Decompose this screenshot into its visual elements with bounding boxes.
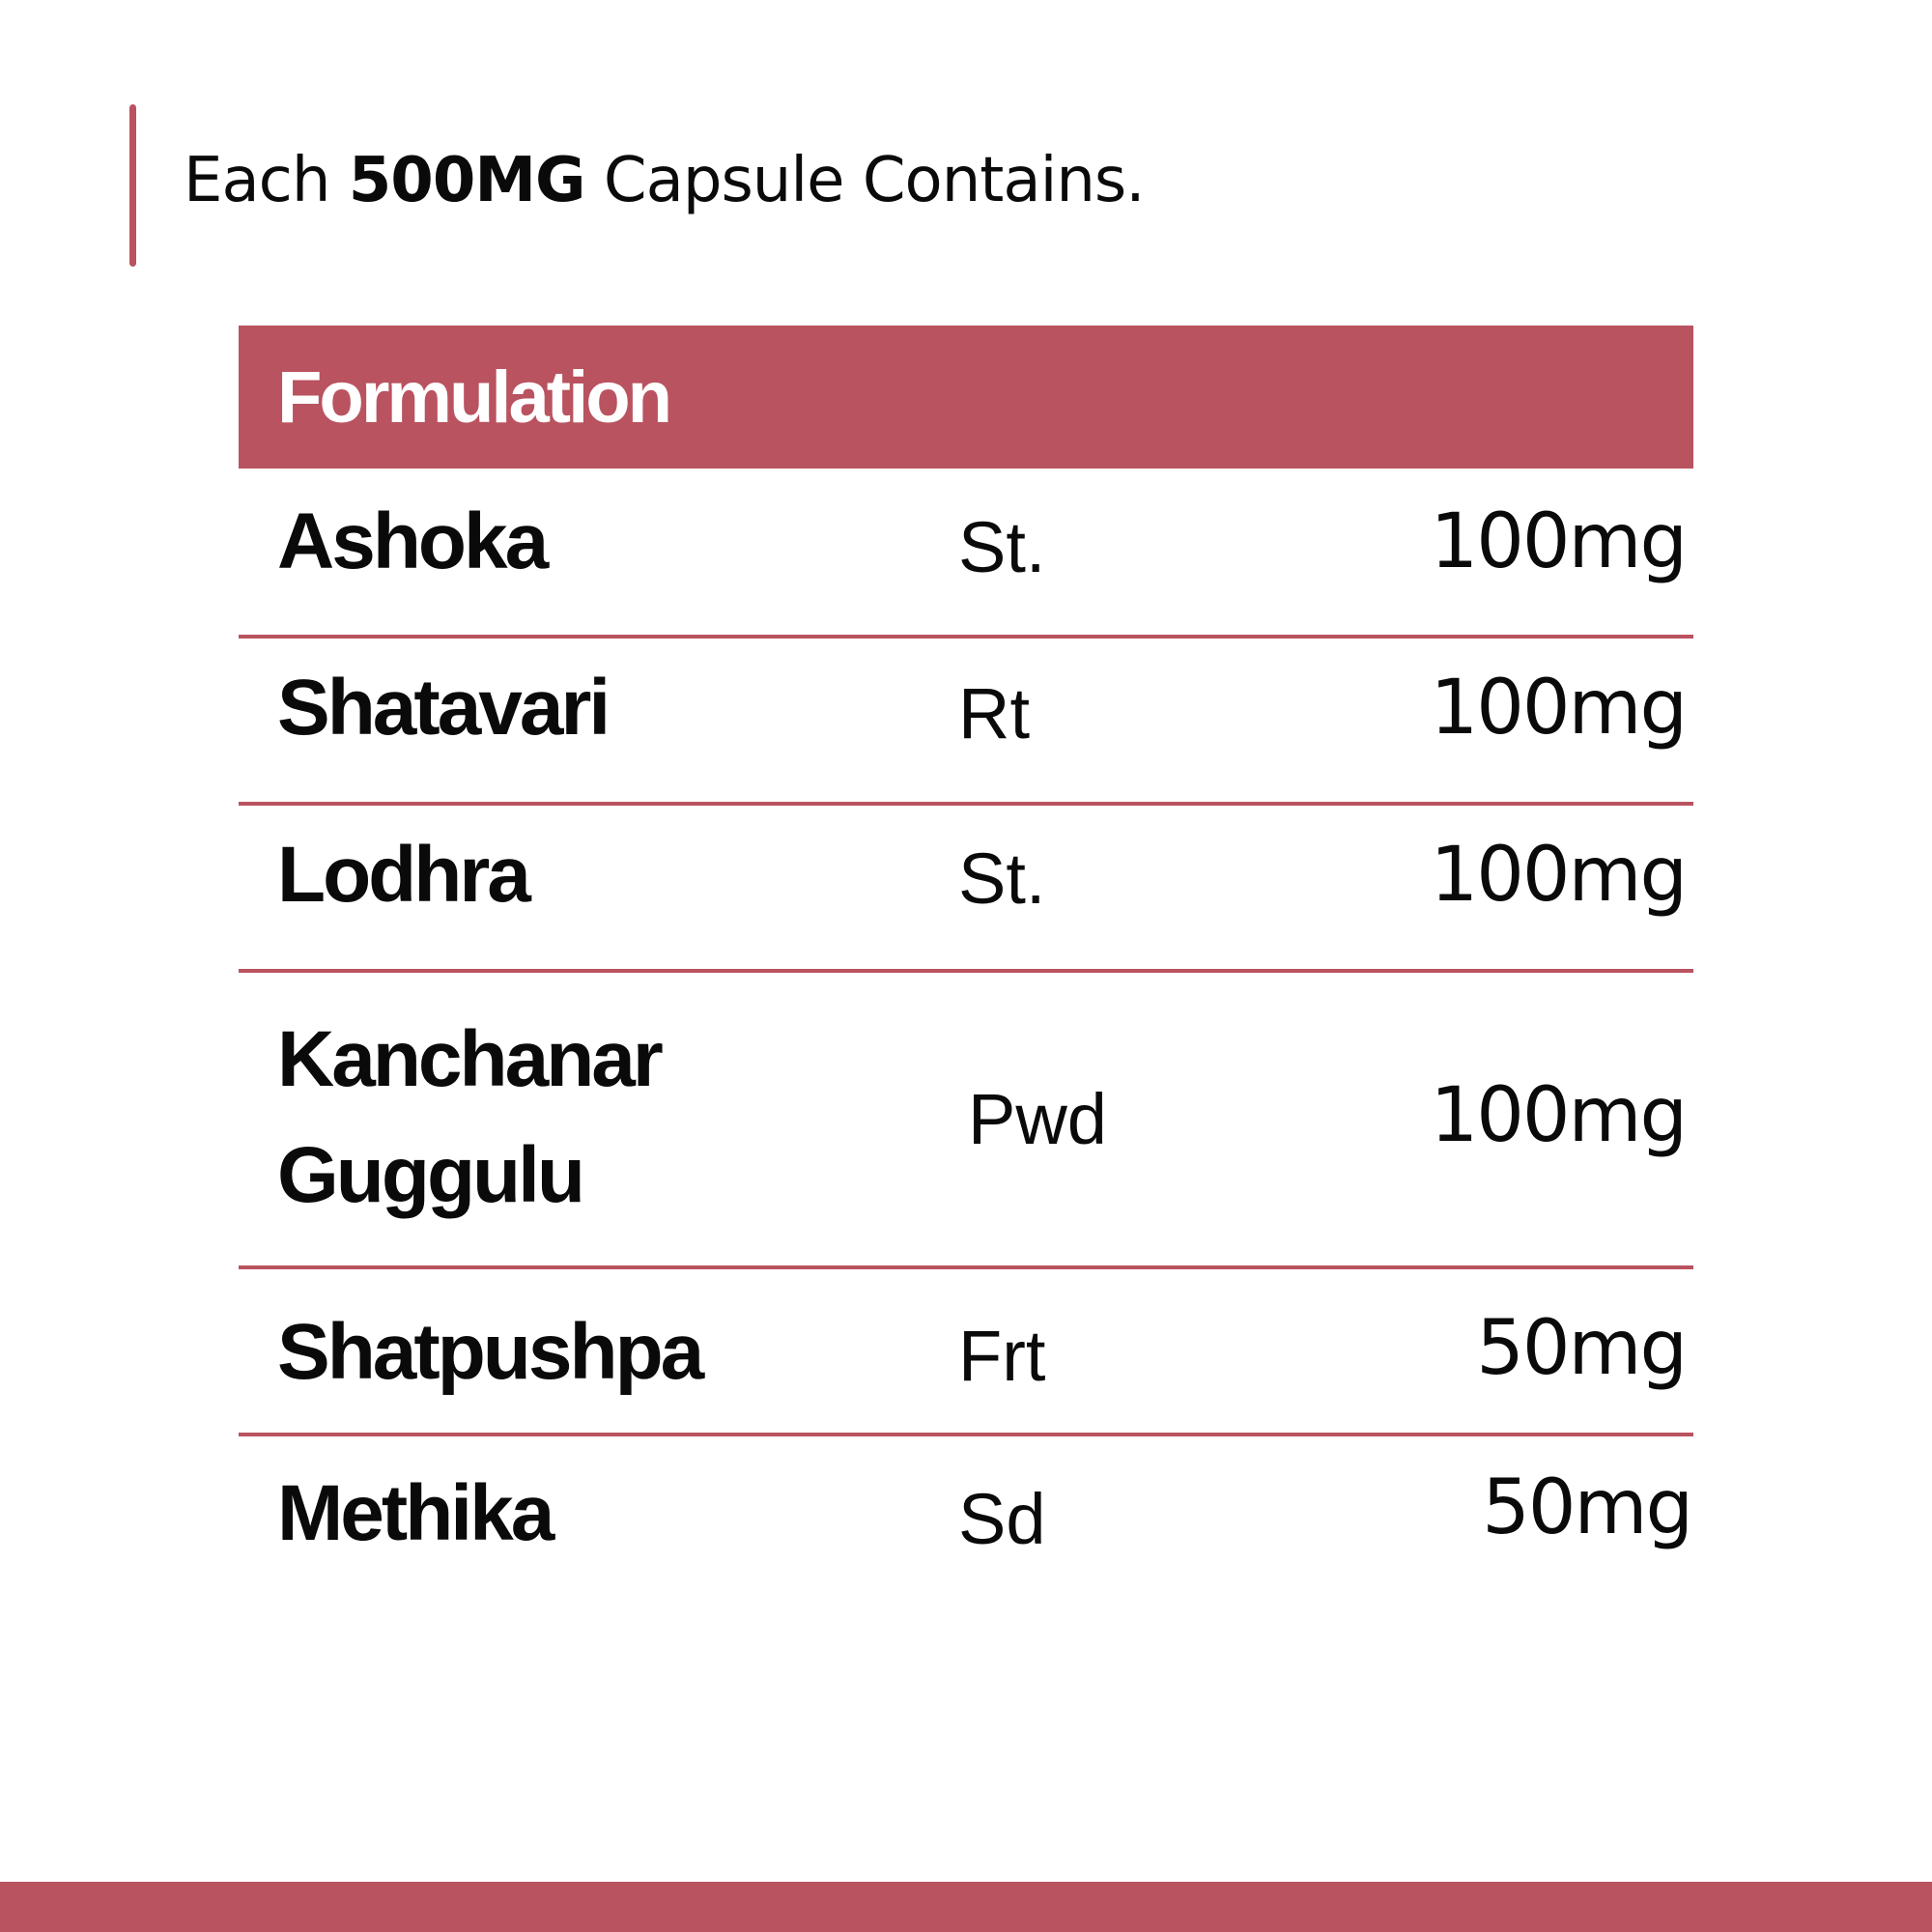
ingredient-name: Kanchanar Guggulu	[277, 1015, 661, 1219]
heading-suffix: Capsule Contains.	[584, 145, 1145, 216]
table-row	[239, 469, 1693, 635]
table-row	[239, 1269, 1693, 1433]
formulation-table	[239, 326, 1693, 1601]
ingredient-part: Pwd	[968, 1079, 1107, 1159]
ingredient-part: St.	[958, 507, 1046, 587]
ingredient-amount: 100mg	[1430, 665, 1686, 752]
ingredient-amount: 100mg	[1430, 498, 1686, 585]
ingredient-amount: 100mg	[1430, 1072, 1686, 1159]
table-row	[239, 1436, 1693, 1601]
ingredient-amount: 50mg	[1482, 1464, 1691, 1551]
heading	[184, 137, 1145, 224]
accent-bar	[129, 104, 136, 267]
heading-prefix: Each	[184, 145, 349, 216]
ingredient-part: Sd	[958, 1479, 1046, 1559]
table-header	[239, 326, 1693, 469]
ingredient-name: Ashoka	[277, 497, 547, 585]
ingredient-name: Lodhra	[277, 831, 528, 919]
table-row	[239, 806, 1693, 969]
ingredient-amount: 100mg	[1430, 832, 1686, 919]
table-row	[239, 639, 1693, 802]
heading-strength: 500MG	[348, 145, 585, 216]
ingredient-part: Frt	[958, 1316, 1046, 1396]
ingredient-part: Rt	[958, 673, 1030, 753]
ingredient-part: St.	[958, 838, 1046, 919]
ingredient-name: Shatpushpa	[277, 1308, 702, 1396]
ingredient-name: Methika	[277, 1469, 553, 1557]
table-row	[239, 973, 1693, 1265]
table-header-title: Formulation	[277, 355, 670, 439]
ingredient-amount: 50mg	[1476, 1305, 1686, 1392]
bottom-band	[0, 1882, 1932, 1932]
ingredient-name: Shatavari	[277, 664, 609, 752]
